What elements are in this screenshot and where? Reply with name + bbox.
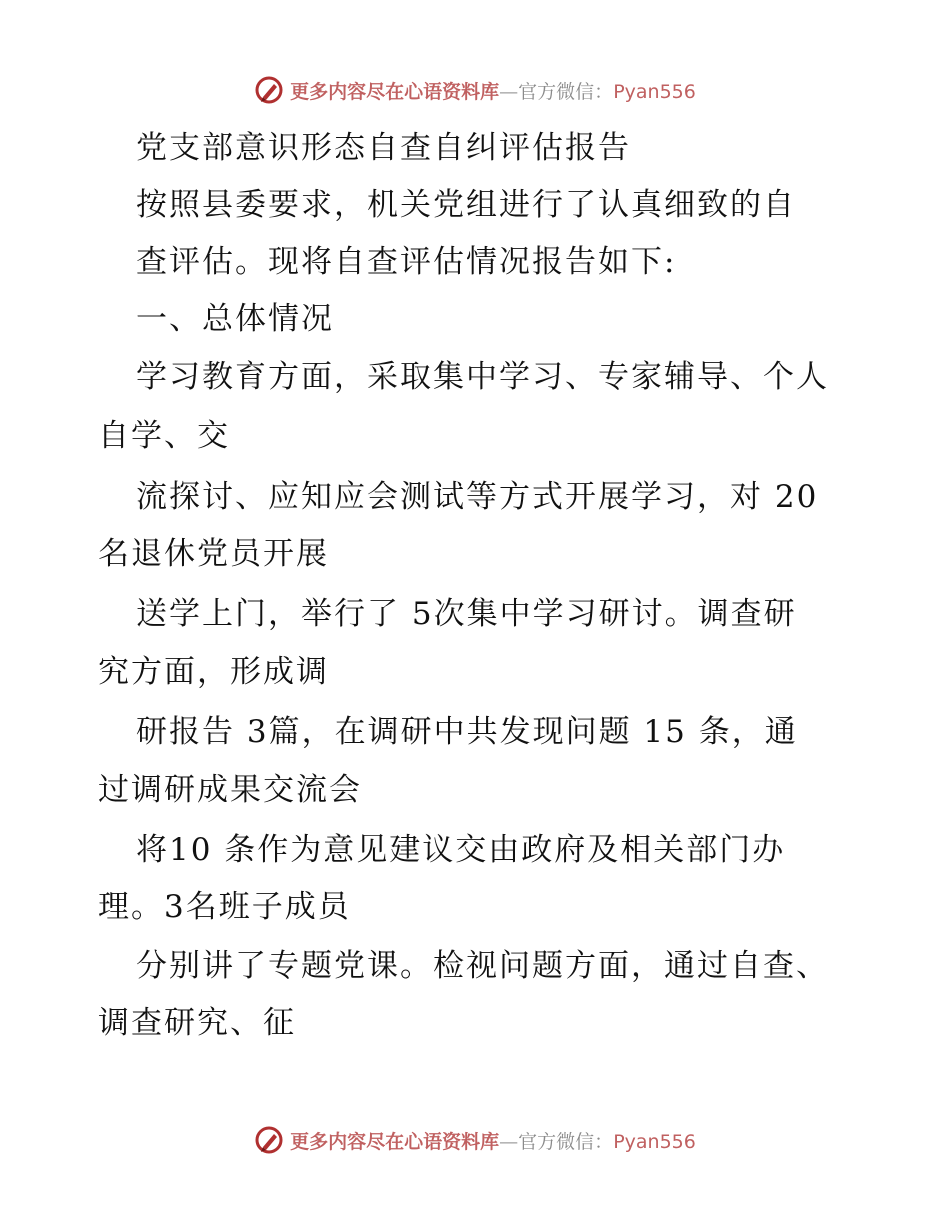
paragraph-line: 学习教育方面，采取集中学习、专家辅导、个人 [136, 359, 829, 395]
paragraph-line: 送学上门，举行了 5次集中学习研讨。调查研 [136, 596, 797, 632]
paragraph-line: 将10 条作为意见建议交由政府及相关部门办 [136, 832, 786, 868]
footer-banner [0, 1120, 950, 1160]
section-heading: 一、总体情况 [136, 301, 334, 337]
paragraph-line: 调查研究、征 [98, 1005, 296, 1041]
banner-main-text: 更多内容尽在心语资料库 [290, 80, 500, 103]
paragraph-line: 自学、交 [98, 418, 230, 454]
pen-logo-icon [254, 1125, 284, 1155]
banner-dash: — [499, 80, 519, 103]
banner-wechat-id: Pyan556 [613, 80, 696, 103]
banner-sub-text: 官方微信： [518, 1130, 614, 1153]
document-title: 党支部意识形态自查自纠评估报告 [136, 130, 631, 166]
paragraph-line: 查评估。现将自查评估情况报告如下: [136, 244, 677, 280]
banner-main-text: 更多内容尽在心语资料库 [290, 1130, 500, 1153]
paragraph-line: 理。3名班子成员 [98, 889, 351, 925]
paragraph-line: 过调研成果交流会 [98, 772, 362, 808]
banner-text [290, 77, 696, 104]
banner-sub-text: 官方微信： [518, 80, 614, 103]
paragraph-line: 研报告 3篇，在调研中共发现问题 15 条，通 [136, 714, 798, 750]
paragraph-line: 分别讲了专题党课。检视问题方面，通过自查、 [136, 948, 829, 984]
banner-text [290, 1127, 696, 1154]
paragraph-line: 按照县委要求，机关党组进行了认真细致的自 [136, 187, 796, 223]
paragraph-line: 究方面，形成调 [98, 654, 329, 690]
paragraph-line: 名退休党员开展 [98, 536, 329, 572]
banner-dash: — [499, 1130, 519, 1153]
header-banner [0, 70, 950, 110]
banner-wechat-id: Pyan556 [613, 1130, 696, 1153]
paragraph-line: 流探讨、应知应会测试等方式开展学习，对 20 [136, 479, 819, 515]
pen-logo-icon [254, 75, 284, 105]
